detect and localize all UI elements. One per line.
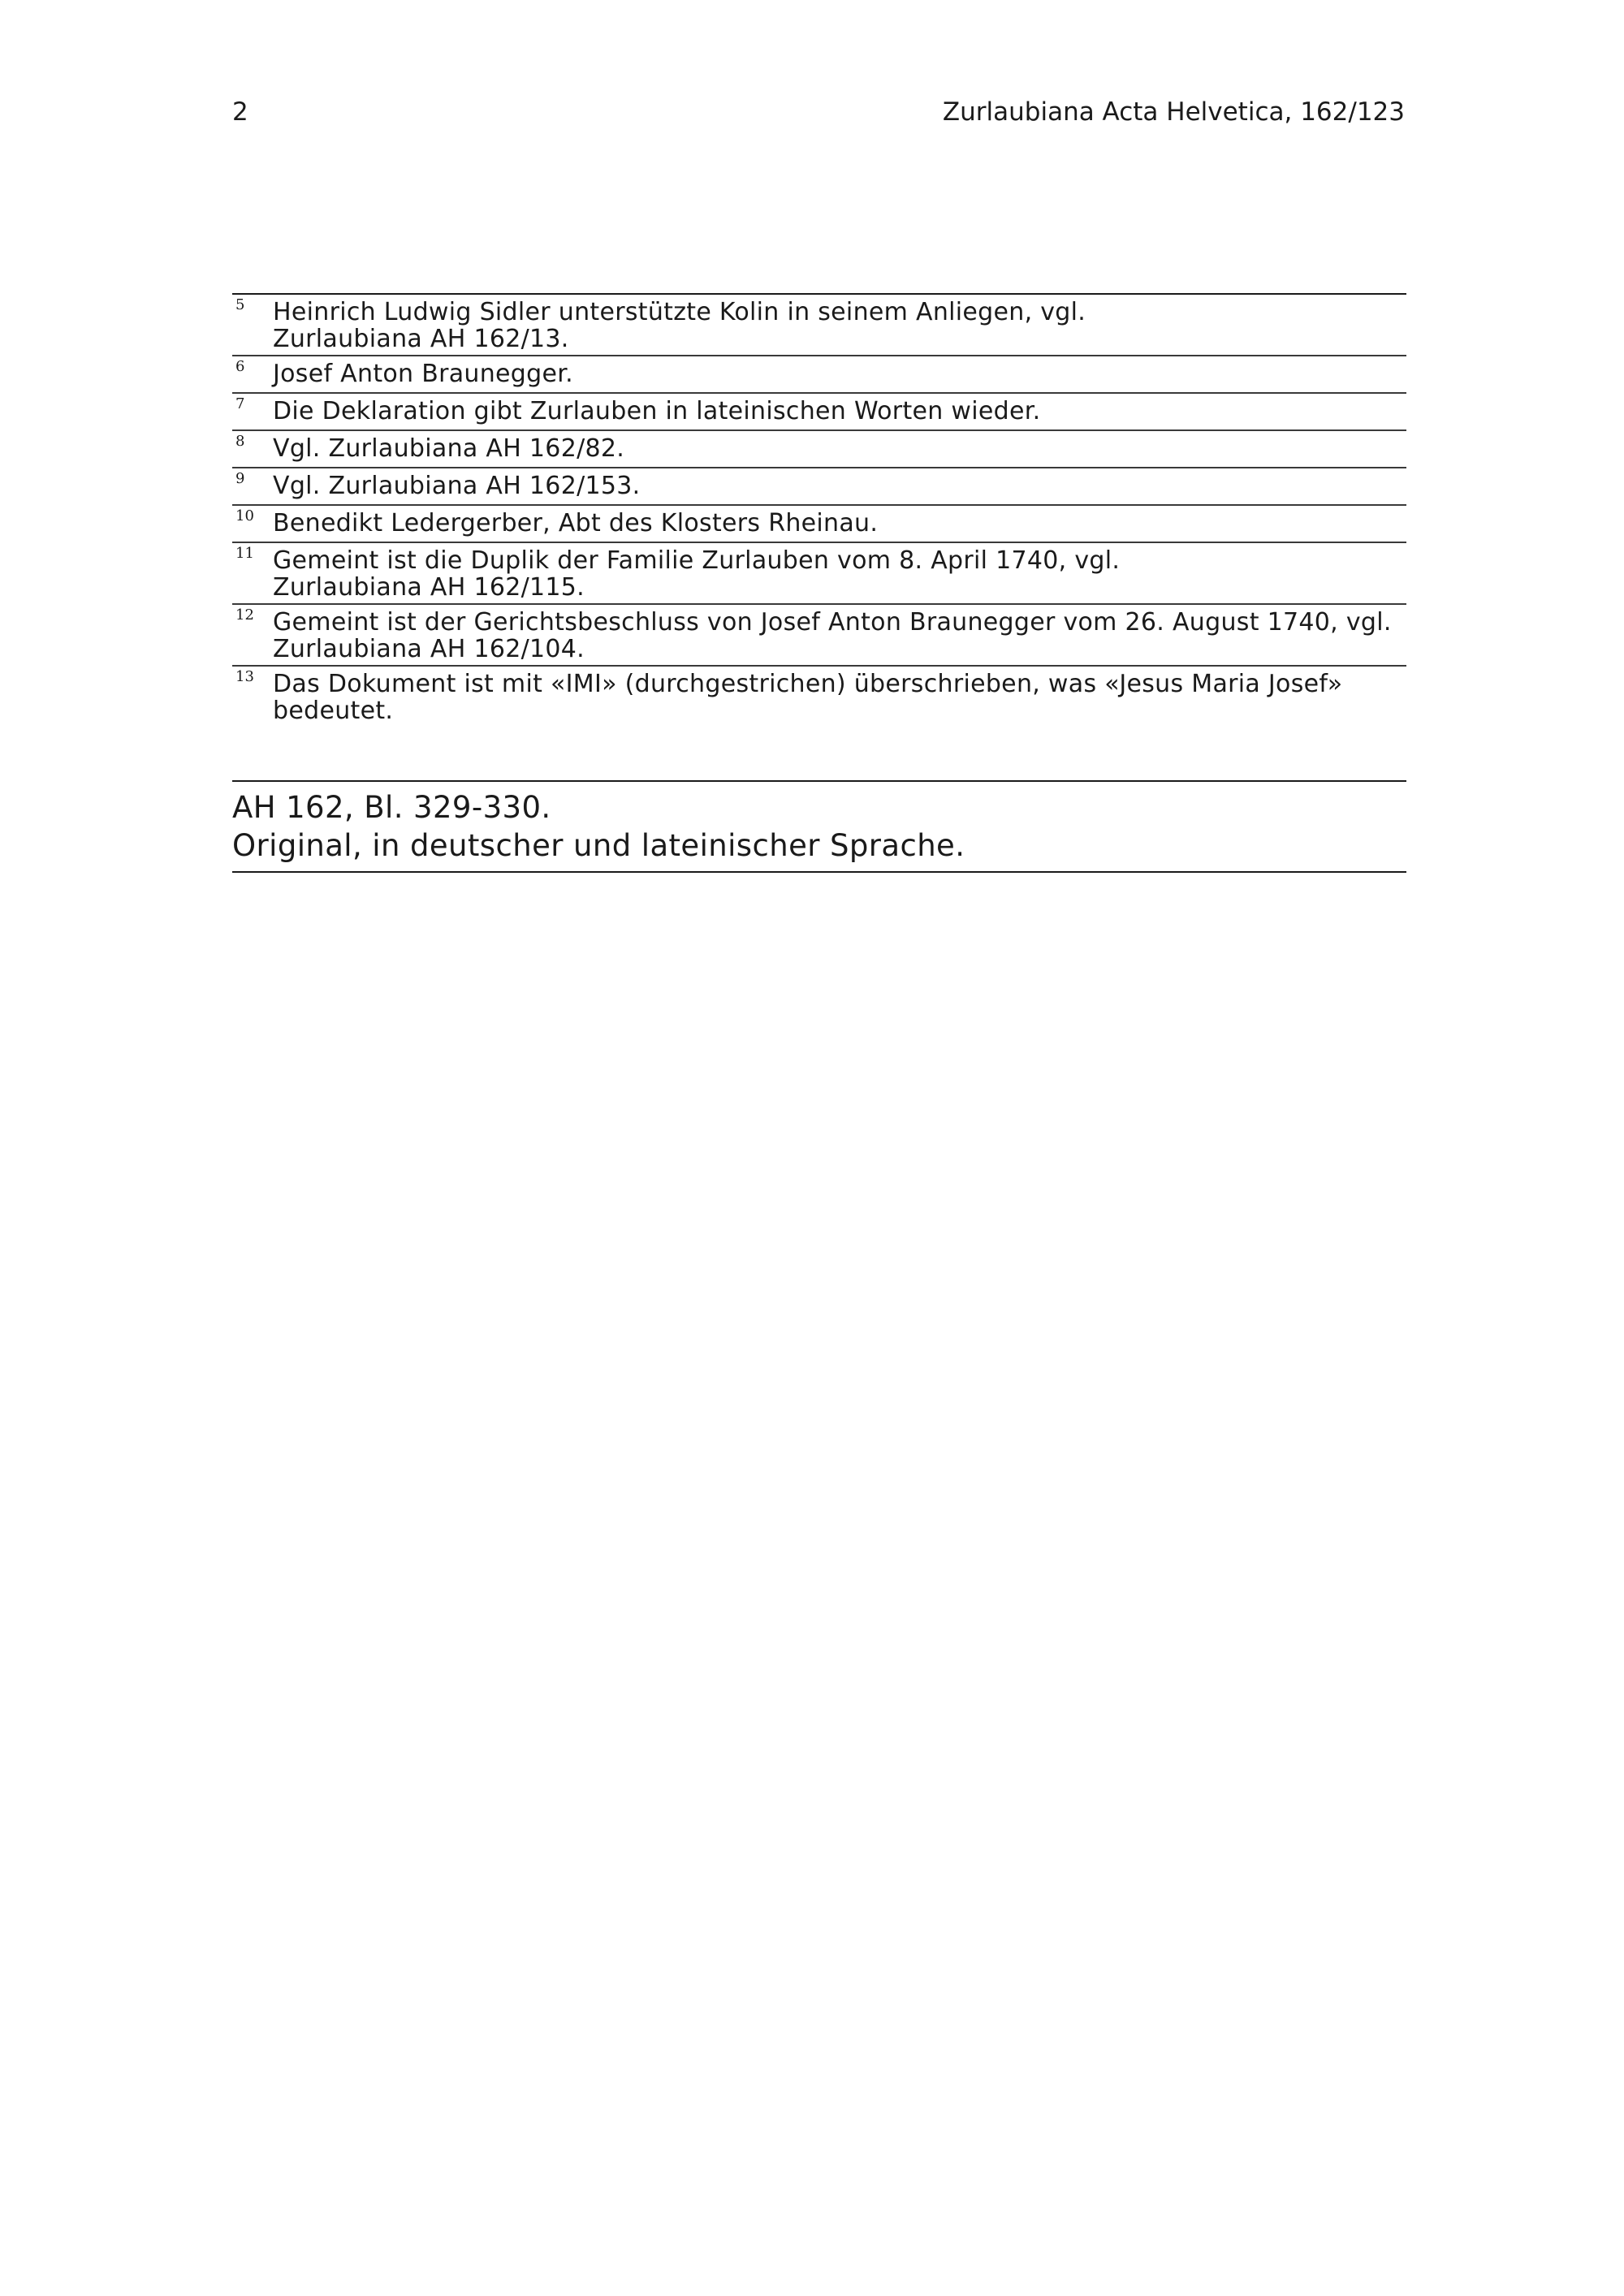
footnote-line: Vgl. Zurlaubiana AH 162/82. [273,434,625,463]
footnotes-section [232,293,1406,727]
footnote-line: Zurlaubiana AH 162/104. [273,635,585,663]
footnote-5 [232,295,1406,356]
footnote-number: 8 [235,433,245,450]
footnote-12 [232,605,1406,667]
footnote-text [273,510,1406,537]
footnote-text [273,671,1406,724]
footnote-number: 10 [235,507,254,524]
footnote-7 [232,394,1406,431]
footnote-number: 11 [235,545,254,562]
running-header-title: Zurlaubiana Acta Helvetica, 162/123 [942,97,1405,127]
footnote-text [273,360,1406,387]
footnote-6 [232,356,1406,394]
footnote-line: Zurlaubiana AH 162/13. [273,325,569,353]
footnote-number: 6 [235,358,245,375]
footnote-9 [232,468,1406,506]
footnote-line: Zurlaubiana AH 162/115. [273,573,585,602]
footnote-line: Die Deklaration gibt Zurlauben in lateinischen Worten wieder. [273,397,1041,425]
footnote-text [273,299,1406,352]
footnote-line: Gemeint ist die Duplik der Familie Zurlauben vom 8. April 1740, vgl. [273,546,1121,575]
footnote-text [273,398,1406,425]
footnote-10 [232,506,1406,543]
footnote-line: Benedikt Ledergerber, Abt des Klosters Rheinau. [273,509,879,537]
footnote-13 [232,667,1406,727]
footnote-line: Das Dokument ist mit «IMI» (durchgestrichen) überschrieben, was «Jesus Maria Josef» [273,670,1343,698]
source-description: Original, in deutscher und lateinischer Sprache. [232,828,965,863]
footnote-8 [232,431,1406,468]
footnote-text [273,547,1406,601]
footnote-number: 7 [235,395,245,412]
footnote-line: bedeutet. [273,697,394,725]
footnote-line: Vgl. Zurlaubiana AH 162/153. [273,472,641,500]
page-number: 2 [232,97,248,127]
footnote-line: Gemeint ist der Gerichtsbeschluss von Josef Anton Braunegger vom 26. August 1740, vgl. [273,608,1392,637]
footnote-number: 9 [235,470,245,487]
footnote-number: 13 [235,668,254,685]
source-reference: AH 162, Bl. 329-330. [232,790,551,825]
footnote-number: 12 [235,606,254,624]
footnote-line: Heinrich Ludwig Sidler unterstützte Kolin in seinem Anliegen, vgl. [273,298,1086,326]
footnote-text [273,473,1406,499]
footnote-11 [232,543,1406,605]
footnote-text [273,435,1406,462]
footnote-text [273,609,1406,662]
footnote-number: 5 [235,296,245,313]
footnote-line: Josef Anton Braunegger. [273,360,573,388]
source-citation [232,780,1406,873]
